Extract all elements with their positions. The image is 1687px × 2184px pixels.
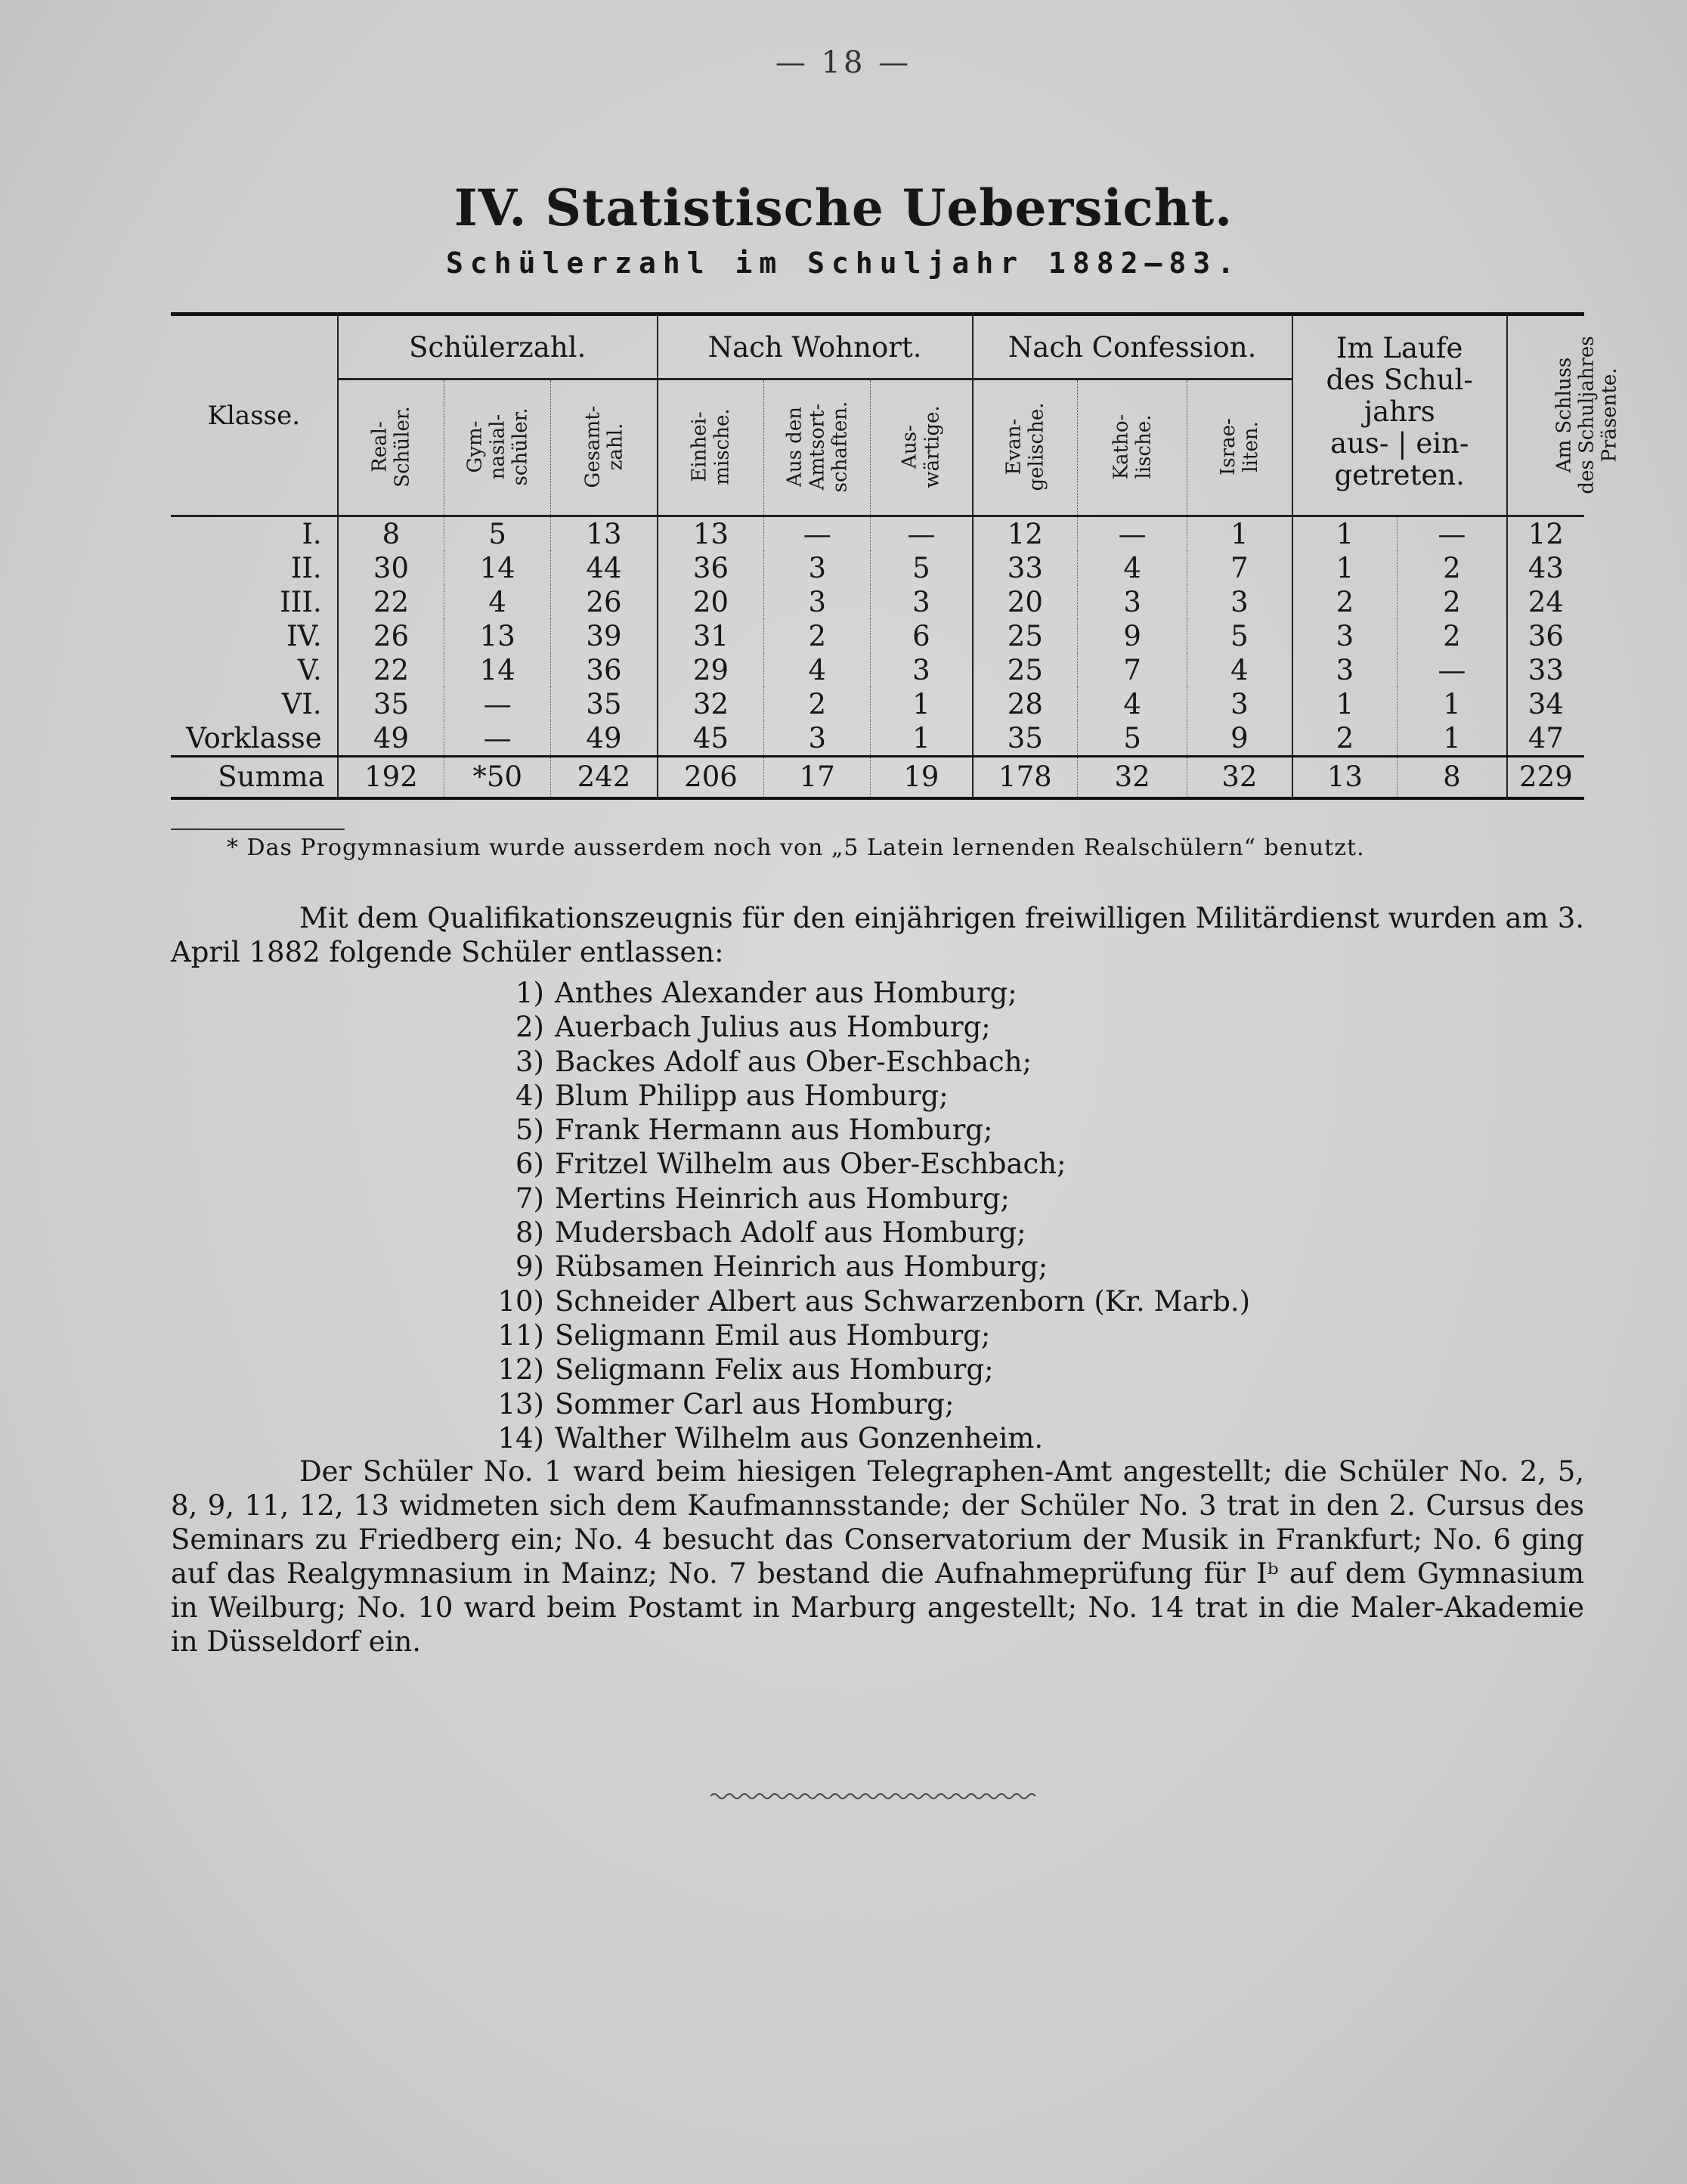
amt-cell: 2 <box>764 619 871 653</box>
list-item <box>484 1010 1250 1044</box>
list-item-number: 5) <box>515 1114 544 1147</box>
real-cell: 49 <box>338 721 444 757</box>
praes-cell: 229 <box>1507 757 1584 799</box>
ausw-line1: Aus- <box>898 425 921 469</box>
einh-cell: 36 <box>658 551 764 585</box>
ein-cell: 1 <box>1398 687 1507 721</box>
list-item-text: Rübsamen Heinrich aus Homburg; <box>555 1250 1048 1284</box>
list-item-text: Blum Philipp aus Homburg; <box>555 1079 949 1112</box>
aus-cell: 1 <box>1292 551 1398 585</box>
header-im-laufe <box>1292 314 1507 516</box>
amt-cell: 3 <box>764 721 871 757</box>
aus-cell: 2 <box>1292 721 1398 757</box>
ges-cell: 242 <box>551 757 658 799</box>
gym-line2: nasial- <box>486 414 509 480</box>
list-item <box>484 1250 1250 1284</box>
isr-cell: 7 <box>1187 551 1292 585</box>
kath-cell: 4 <box>1078 687 1187 721</box>
ein-cell: — <box>1398 653 1507 687</box>
einh-cell: 45 <box>658 721 764 757</box>
ev-cell: 178 <box>973 757 1078 799</box>
aus-cell: 13 <box>1292 757 1398 799</box>
header-wohnort: Nach Wohnort. <box>658 314 973 379</box>
header-gymnasial-schueler <box>444 379 551 516</box>
real-cell: 22 <box>338 585 444 619</box>
header-amtsortschaften <box>764 379 871 516</box>
header-real-schueler <box>338 379 444 516</box>
ev-cell: 35 <box>973 721 1078 757</box>
list-item <box>484 1421 1250 1455</box>
amt-cell: 3 <box>764 585 871 619</box>
list-item <box>484 1284 1250 1318</box>
laufe-line3: jahrs <box>1364 395 1435 428</box>
amt-cell: 2 <box>764 687 871 721</box>
header-am-schluss <box>1507 314 1621 516</box>
laufe-line4: aus- | ein- <box>1329 427 1469 460</box>
gym-line1: Gym- <box>463 420 487 473</box>
ges-cell: 39 <box>551 619 658 653</box>
laufe-ein: ein- <box>1416 427 1469 460</box>
header-einheimische <box>658 379 764 516</box>
ev-cell: 28 <box>973 687 1078 721</box>
ein-cell: 8 <box>1398 757 1507 799</box>
isr-cell: 3 <box>1187 687 1292 721</box>
einh-cell: 20 <box>658 585 764 619</box>
isr-line2: liten. <box>1239 421 1262 472</box>
footnote: * Das Progymnasium wurde ausserdem noch von „5 Latein lernenden Realschülern“ benutzt. <box>227 835 1365 861</box>
amt-line3: schaften. <box>828 401 852 493</box>
table-row <box>171 551 1584 585</box>
list-item-text: Schneider Albert aus Schwarzenborn (Kr. Marb.) <box>555 1284 1251 1318</box>
gym-cell: 14 <box>444 551 551 585</box>
isr-line1: Israe- <box>1216 418 1240 476</box>
ein-line1: Einhei- <box>688 411 711 482</box>
list-item-text: Backes Adolf aus Ober-Eschbach; <box>555 1045 1032 1078</box>
praes-cell: 12 <box>1507 516 1584 552</box>
klasse-cell: II. <box>290 551 322 584</box>
isr-cell: 5 <box>1187 619 1292 653</box>
ausw-cell: 3 <box>871 653 973 687</box>
list-item-number: 12) <box>497 1353 544 1386</box>
laufe-line1: Im Laufe <box>1336 332 1463 364</box>
table-row <box>171 585 1584 619</box>
real-cell: 30 <box>338 551 444 585</box>
isr-cell: 3 <box>1187 585 1292 619</box>
list-item <box>484 1352 1250 1386</box>
header-confession: Nach Confession. <box>973 314 1292 379</box>
amt-cell: — <box>764 516 871 552</box>
kath-cell: — <box>1078 516 1187 552</box>
real-cell: 35 <box>338 687 444 721</box>
laufe-line2: des Schul- <box>1326 364 1473 396</box>
ausw-cell: 1 <box>871 721 973 757</box>
list-item <box>484 1147 1250 1181</box>
ein-cell: 2 <box>1398 619 1507 653</box>
gym-line3: schüler. <box>509 407 532 486</box>
real-cell: 192 <box>338 757 444 799</box>
real-cell: 22 <box>338 653 444 687</box>
summa-row <box>171 757 1584 799</box>
klasse-cell: VI. <box>281 687 322 720</box>
praes-cell: 33 <box>1507 653 1584 687</box>
real-line1: Real- <box>368 421 392 472</box>
page-subtitle: Schülerzahl im Schuljahr 1882—83. <box>446 246 1241 280</box>
gym-cell: 5 <box>444 516 551 552</box>
footnote-rule <box>171 829 345 830</box>
list-item-text: Auerbach Julius aus Homburg; <box>555 1011 991 1044</box>
klasse-cell: Vorklasse <box>186 721 322 754</box>
ges-line1: Gesamt- <box>580 405 604 488</box>
list-item-number: 1) <box>515 977 544 1009</box>
ges-line2: zahl. <box>603 423 627 471</box>
list-item-number: 13) <box>497 1387 544 1420</box>
klasse-cell: III. <box>280 585 322 618</box>
schluss-line3: Präsente. <box>1598 367 1621 463</box>
aus-cell: 3 <box>1292 653 1398 687</box>
closing-paragraph: Der Schüler No. 1 ward beim hiesigen Telegraphen-Amt angestellt; die Schüler No. 2, 5, 8, 9, 11, 12, 13 widmeten sich dem Kaufmannsstande; der Schüler No. 3 trat in den 2. Cursus des Seminars zu Friedberg ein; No. 4 besucht das Conservatorium der Musik in Frankfurt; No. 6 ging auf das Realgymnasium in Mainz; No. 7 bestand die Aufnahmeprüfung für Iᵇ auf dem Gymnasium in Weilburg; No. 10 ward beim Postamt in Marburg angestellt; No. 14 trat in die Maler-Akademie in Düsseldorf ein. <box>171 1455 1584 1658</box>
isr-cell: 9 <box>1187 721 1292 757</box>
amt-cell: 3 <box>764 551 871 585</box>
list-item-number: 6) <box>515 1148 544 1181</box>
list-item-number: 2) <box>515 1011 544 1044</box>
list-item-text: Sommer Carl aus Homburg; <box>555 1387 955 1420</box>
einh-cell: 32 <box>658 687 764 721</box>
ev-cell: 25 <box>973 619 1078 653</box>
ges-cell: 35 <box>551 687 658 721</box>
list-item <box>484 976 1250 1010</box>
praes-cell: 34 <box>1507 687 1584 721</box>
ausw-cell: 19 <box>871 757 973 799</box>
einh-cell: 206 <box>658 757 764 799</box>
ausw-cell: 3 <box>871 585 973 619</box>
list-item <box>484 1387 1250 1421</box>
ev-line1: Evan- <box>1002 418 1026 476</box>
header-evangelische <box>973 379 1078 516</box>
einh-cell: 31 <box>658 619 764 653</box>
klasse-cell: Summa <box>171 757 338 799</box>
aus-cell: 3 <box>1292 619 1398 653</box>
ev-cell: 20 <box>973 585 1078 619</box>
list-item-text: Seligmann Emil aus Homburg; <box>555 1318 991 1352</box>
list-item-text: Fritzel Wilhelm aus Ober-Eschbach; <box>555 1148 1066 1181</box>
ev-cell: 25 <box>973 653 1078 687</box>
real-cell: 8 <box>338 516 444 552</box>
list-item-text: Frank Hermann aus Homburg; <box>555 1114 993 1147</box>
header-schuelerzahl: Schülerzahl. <box>338 314 658 379</box>
kath-cell: 32 <box>1078 757 1187 799</box>
kath-line1: Katho- <box>1110 414 1133 480</box>
ein-line2: mische. <box>710 408 734 485</box>
ges-cell: 49 <box>551 721 658 757</box>
ein-cell: — <box>1398 516 1507 552</box>
list-item-text: Anthes Alexander aus Homburg; <box>555 977 1017 1009</box>
list-item <box>484 1216 1250 1250</box>
praes-cell: 43 <box>1507 551 1584 585</box>
klasse-cell: IV. <box>286 619 322 652</box>
table-row <box>171 619 1584 653</box>
list-item <box>484 1182 1250 1216</box>
ev-line2: gelische. <box>1025 402 1048 491</box>
aus-cell: 2 <box>1292 585 1398 619</box>
gym-cell: 14 <box>444 653 551 687</box>
real-line2: Schüler. <box>391 406 414 488</box>
list-item-text: Mudersbach Adolf aus Homburg; <box>555 1216 1026 1250</box>
header-israeliten <box>1187 379 1292 516</box>
list-item-text: Mertins Heinrich aus Homburg; <box>555 1182 1011 1215</box>
gym-cell: 4 <box>444 585 551 619</box>
list-item-number: 9) <box>515 1250 544 1284</box>
laufe-aus: aus- <box>1329 427 1389 460</box>
klasse-cell: I. <box>302 517 322 550</box>
ornamental-wavy-rule <box>710 1790 1035 1802</box>
kath-cell: 3 <box>1078 585 1187 619</box>
ausw-cell: 5 <box>871 551 973 585</box>
amt-line1: Aus den <box>783 407 806 487</box>
table-row <box>171 721 1584 757</box>
list-item <box>484 1318 1250 1352</box>
page-number: — 18 — <box>775 45 912 80</box>
gym-cell: 13 <box>444 619 551 653</box>
table-row <box>171 687 1584 721</box>
gym-cell: — <box>444 687 551 721</box>
ev-cell: 33 <box>973 551 1078 585</box>
kath-cell: 7 <box>1078 653 1187 687</box>
student-list <box>484 976 1250 1455</box>
schluss-rotated <box>1552 336 1620 494</box>
amt-cell: 4 <box>764 653 871 687</box>
ges-cell: 26 <box>551 585 658 619</box>
intro-paragraph: Mit dem Qualifikationszeugnis für den einjährigen freiwilligen Militärdienst wurden am 3. April 1882 folgende Schüler entlassen: <box>171 902 1584 968</box>
ein-cell: 1 <box>1398 721 1507 757</box>
list-item-number: 3) <box>515 1045 544 1078</box>
ein-cell: 2 <box>1398 551 1507 585</box>
schluss-line2: des Schuljahres <box>1575 335 1599 494</box>
header-auswaertige <box>871 379 973 516</box>
list-item-text: Walther Wilhelm aus Gonzenheim. <box>555 1421 1044 1454</box>
kath-line2: lische. <box>1132 414 1156 479</box>
list-item-number: 14) <box>497 1421 544 1454</box>
ausw-cell: 6 <box>871 619 973 653</box>
praes-cell: 24 <box>1507 585 1584 619</box>
isr-cell: 1 <box>1187 516 1292 552</box>
list-item-number: 8) <box>515 1216 544 1250</box>
isr-cell: 32 <box>1187 757 1292 799</box>
ev-cell: 12 <box>973 516 1078 552</box>
praes-cell: 36 <box>1507 619 1584 653</box>
einh-cell: 29 <box>658 653 764 687</box>
amt-line2: Amtsort- <box>806 403 829 491</box>
list-item-number: 4) <box>515 1079 544 1112</box>
header-klasse: Klasse. <box>171 314 338 516</box>
ein-cell: 2 <box>1398 585 1507 619</box>
kath-cell: 9 <box>1078 619 1187 653</box>
klasse-cell: V. <box>297 653 322 686</box>
table-row <box>171 653 1584 687</box>
kath-cell: 4 <box>1078 551 1187 585</box>
header-katholische <box>1078 379 1187 516</box>
einh-cell: 13 <box>658 516 764 552</box>
laufe-line5: getreten. <box>1334 459 1465 491</box>
list-item <box>484 1045 1250 1079</box>
ausw-line2: wärtige. <box>921 405 944 488</box>
schluss-line1: Am Schluss <box>1552 357 1576 472</box>
gym-cell: *50 <box>444 757 551 799</box>
list-item <box>484 1113 1250 1147</box>
praes-cell: 47 <box>1507 721 1584 757</box>
aus-cell: 1 <box>1292 687 1398 721</box>
amt-cell: 17 <box>764 757 871 799</box>
list-item-number: 10) <box>497 1284 544 1318</box>
header-gesamtzahl <box>551 379 658 516</box>
list-item-number: 11) <box>497 1318 544 1352</box>
real-cell: 26 <box>338 619 444 653</box>
aus-cell: 1 <box>1292 516 1398 552</box>
page-title: IV. Statistische Uebersicht. <box>453 178 1234 237</box>
list-item-number: 7) <box>515 1182 544 1215</box>
statistics-table-body <box>171 516 1584 799</box>
statistics-table <box>171 312 1621 800</box>
list-item <box>484 1079 1250 1113</box>
isr-cell: 4 <box>1187 653 1292 687</box>
ges-cell: 44 <box>551 551 658 585</box>
table-row <box>171 516 1584 552</box>
kath-cell: 5 <box>1078 721 1187 757</box>
ausw-cell: — <box>871 516 973 552</box>
ges-cell: 36 <box>551 653 658 687</box>
gym-cell: — <box>444 721 551 757</box>
ausw-cell: 1 <box>871 687 973 721</box>
ges-cell: 13 <box>551 516 658 552</box>
list-item-text: Seligmann Felix aus Homburg; <box>555 1353 994 1386</box>
